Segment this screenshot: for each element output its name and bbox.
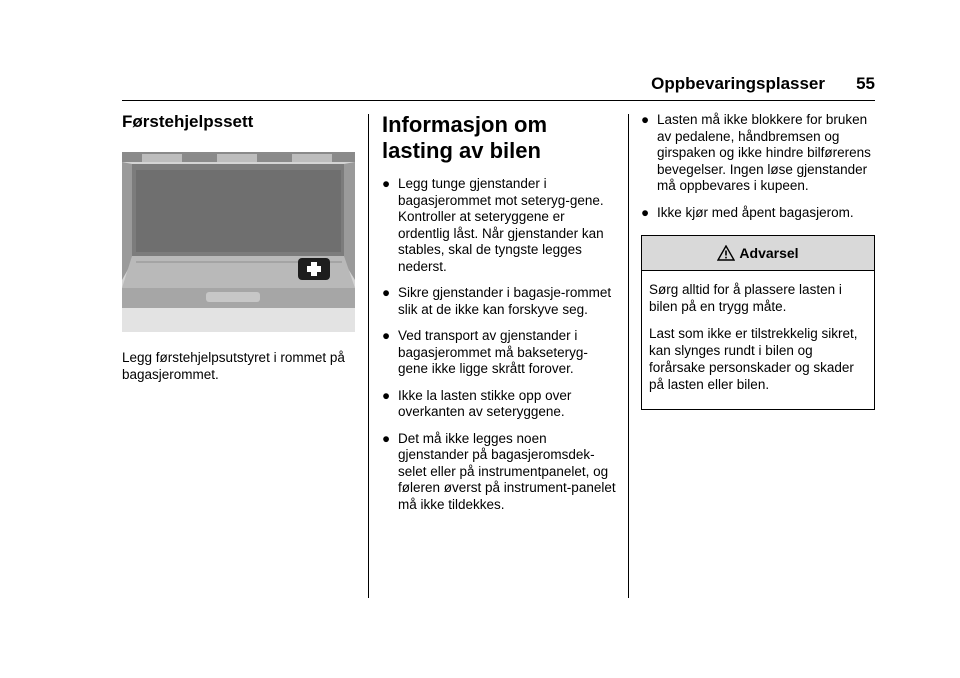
bullet-dot: ● [641, 204, 650, 220]
loading-bullet-list-continued [641, 112, 875, 221]
page-number: 55 [856, 74, 875, 93]
bullet-dot: ● [641, 112, 650, 127]
warning-paragraph: Sørg alltid for å plassere lasten i bilen på en trygg måte. [649, 282, 842, 314]
column-loading-continued [641, 112, 875, 410]
warning-triangle-icon [717, 245, 735, 261]
column-divider [368, 114, 369, 598]
list-item: ● Legg tunge gjenstander i bagasjerommet mot seteryg-gene. Kontroller at seteryggene er ordentlig låst. Når gjenstander kan stables, skal de tyngste legges nederst. [382, 176, 604, 274]
bullet-dot: ● [382, 285, 391, 300]
list-item: ● Ved transport av gjenstander i bagasjerommet må bakseteryg-gene ikke ligge skrått forover. [382, 328, 588, 376]
list-item: ● Lasten må ikke blokkere for bruken av pedalene, håndbremsen og girspaken og ikke hindre bilførerens bevegelser. Ingen løse gjenstander må oppbevares i kupeen. [641, 112, 871, 193]
column-loading-info [382, 112, 617, 523]
warning-header [642, 236, 874, 271]
warning-paragraph: Last som ikke er tilstrekkelig sikret, kan slynges rundt i bilen og forårsake personskader og skader på lasten eller bilen. [649, 326, 858, 392]
column-divider [628, 114, 629, 598]
first-aid-caption: Legg førstehjelpsutstyret i rommet på bagasjerommet. [122, 350, 345, 382]
loading-heading [382, 112, 617, 164]
warning-box [641, 235, 875, 410]
list-item: ● Det må ikke legges noen gjenstander på bagasjeromsdek-selet eller på instrumentpanelet, og føleren øverst på instrument-panelet må ikke tildekkes. [382, 430, 616, 512]
bullet-dot: ● [382, 176, 391, 191]
list-item: ● Sikre gjenstander i bagasje-rommet slik at de ikke kan forskyve seg. [382, 285, 612, 317]
column-first-aid [122, 112, 355, 383]
warning-title: Advarsel [739, 245, 799, 261]
list-item: ● Ikke la lasten stikke opp over overkanten av seteryggene. [382, 387, 572, 419]
loading-heading-line2: lasting av bilen [382, 138, 541, 163]
page-header [122, 70, 875, 101]
bullet-dot: ● [382, 387, 391, 403]
section-title: Oppbevaringsplasser [651, 74, 825, 93]
loading-bullet-list [382, 176, 617, 513]
list-item: ● Ikke kjør med åpent bagasjerom. [641, 204, 854, 220]
bullet-dot: ● [382, 430, 391, 446]
bullet-dot: ● [382, 328, 391, 343]
warning-body [642, 271, 874, 409]
first-aid-heading: Førstehjelpssett [122, 112, 254, 131]
trunk-illustration [122, 152, 355, 332]
loading-heading-line1: Informasjon om [382, 112, 548, 137]
